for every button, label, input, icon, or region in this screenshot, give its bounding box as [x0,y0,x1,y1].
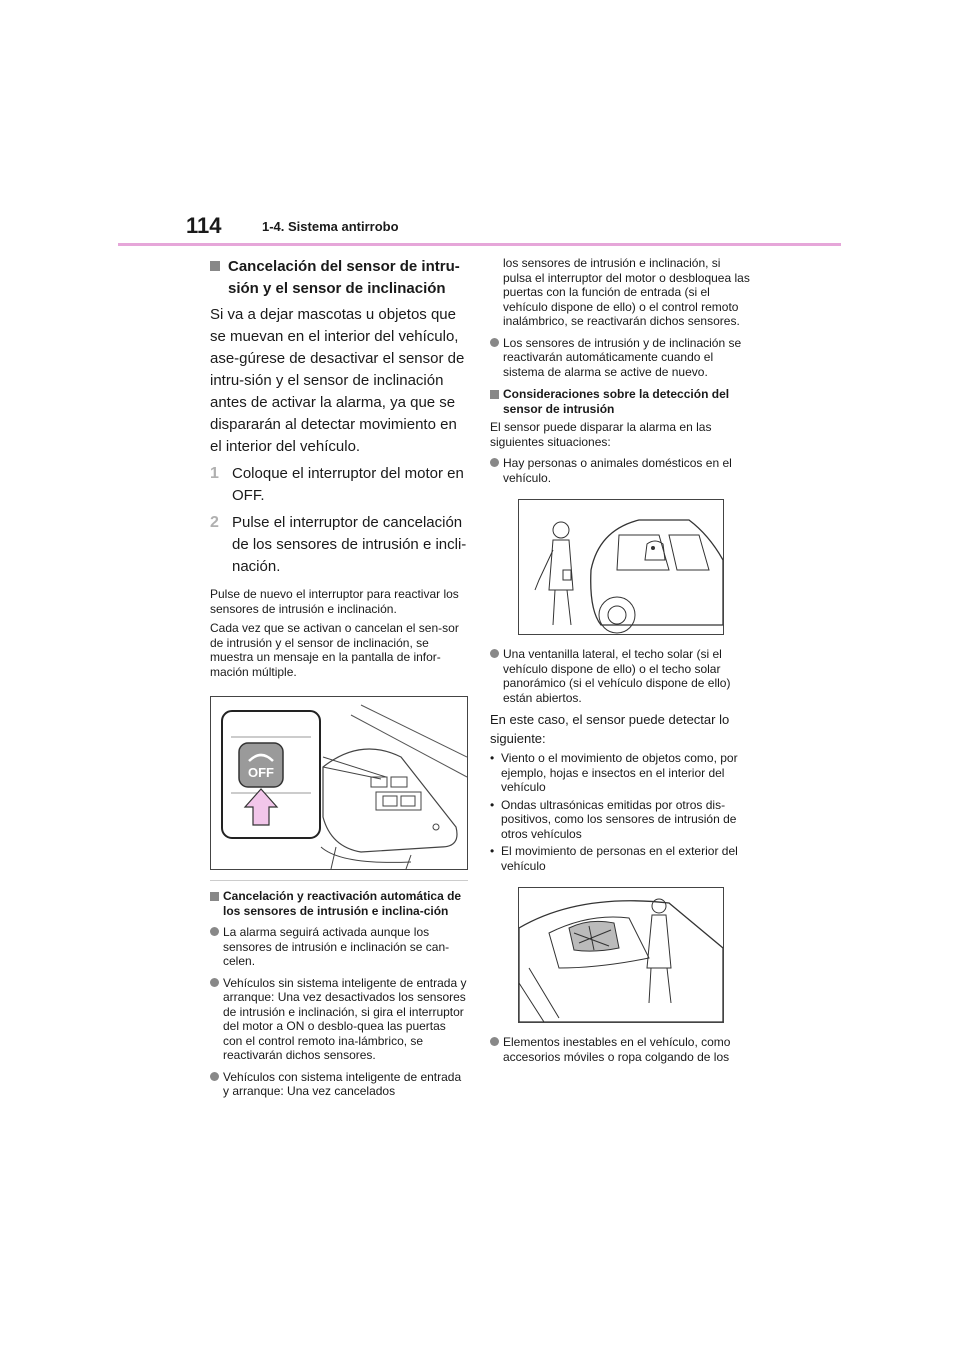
case-line-2: siguiente: [490,731,546,746]
bullet-item [210,925,468,969]
dash-item: • Viento o el movimiento de objetos como, por ejemplo, hojas e insectos en el interior del vehículo [490,751,750,795]
square-bullet-icon [490,390,499,399]
bullet-text: Una ventanilla lateral, el techo solar (si el vehículo dispone de ello) o el techo solar panorámico (si el vehículo dispone de ello) están abiertos. [503,647,731,705]
bullet-item [490,456,750,485]
bullet-text: Vehículos con sistema inteligente de entrada y arranque: Una vez cancelados [223,1069,462,1098]
bullet-text: Vehículos sin sistema inteligente de entrada y arranque: Una vez desactivados los sensores de intrusión e inclinación, si gira el interruptor del motor a ON o desblo-quea las puertas con el control remoto ina-lámbrico, se reactivarán dichos sensores. [223,975,467,1062]
off-button-label: OFF [248,765,274,780]
bullet-item [210,976,468,1063]
intro-text: El sensor puede disparar la alarma en las siguientes situaciones: [490,420,712,449]
sunroof-illustration [519,888,723,1022]
subheading-auto [210,889,468,918]
case-line-1: En este caso, el sensor puede detectar lo [490,712,730,727]
heading-cancel-sensors [210,256,468,300]
heading-text: Cancelación del sensor de intru-sión y el sensor de inclinación [228,258,460,297]
continuation-text: los sensores de intrusión e inclinación, si pulsa el interruptor del motor o desbloquea las puertas con la función de entrada (si el vehículo dispone de ello) o el control remoto inalámbrico, se reactivarán dichos sensores. [503,256,750,328]
step-1 [210,463,468,507]
dash-item: • El movimiento de personas en el exterior del vehículo [490,844,750,873]
right-column [490,256,750,1064]
bullet-item [490,1035,750,1064]
step-2 [210,512,468,578]
bullet-text: La alarma seguirá activada aunque los sensores de intrusión e inclinación se can-celen. [223,925,450,968]
divider [210,880,468,881]
bullet-text: Hay personas o animales domésticos en el vehículo. [503,456,732,485]
figure-person-dog-car [518,499,724,635]
overhead-console-illustration [211,697,467,869]
bullet-text: Elementos inestables en el vehículo, como accesorios móviles o ropa colgando de los [503,1035,731,1064]
round-bullet-icon [210,927,219,936]
header-rule [118,243,841,246]
square-bullet-icon [210,261,220,271]
step-text: Pulse el interruptor de cancelación de los sensores de intrusión e incli-nación. [232,514,467,575]
round-bullet-icon [490,649,499,658]
bullet-text: Los sensores de intrusión y de inclinación se reactivarán automáticamente cuando el sistema de alarma se active de nuevo. [503,335,742,379]
square-bullet-icon [210,892,219,901]
note-message: Cada vez que se activan o cancelan el sen-sor de intrusión y el sensor de inclinación, se muestra un mensaje en la pantalla de infor-mación múltiple. [210,621,459,679]
round-bullet-icon [490,1037,499,1046]
bullet-item [490,336,750,380]
step-number: 2 [210,514,219,531]
person-dog-illustration [519,500,723,634]
intro-paragraph: Si va a dejar mascotas u objetos que se muevan en el interior del vehículo, ase-gúrese de desactivar el sensor de intru-sión y el sensor de inclinación antes de activar la alarma, ya que se dispararán al detectar movimiento en el interior del vehículo. [210,306,465,455]
round-bullet-icon [490,338,499,347]
bullet-item [490,647,750,705]
note-reactivate: Pulse de nuevo el interruptor para reactivar los sensores de intrusión e inclinación. [210,587,459,616]
round-bullet-icon [490,458,499,467]
page-number: 114 [186,213,222,238]
bullet-item [210,1070,468,1099]
figure-sunroof-leaves [518,887,724,1023]
left-column [210,256,468,1099]
round-bullet-icon [210,1072,219,1081]
subheading-considerations [490,387,750,416]
figure-cancel-switch [210,696,468,870]
section-title: 1-4. Sistema antirrobo [262,219,399,234]
step-text: Coloque el interruptor del motor en OFF. [232,465,464,504]
subheading-text: Consideraciones sobre la detección del sensor de intrusión [503,387,730,416]
subheading-text: Cancelación y reactivación automática de los sensores de intrusión e inclina-ción [223,889,462,918]
round-bullet-icon [210,978,219,987]
dash-item: • Ondas ultrasónicas emitidas por otros dis-positivos, como los sensores de intrusión de otros vehículos [490,798,750,842]
step-number: 1 [210,465,219,482]
